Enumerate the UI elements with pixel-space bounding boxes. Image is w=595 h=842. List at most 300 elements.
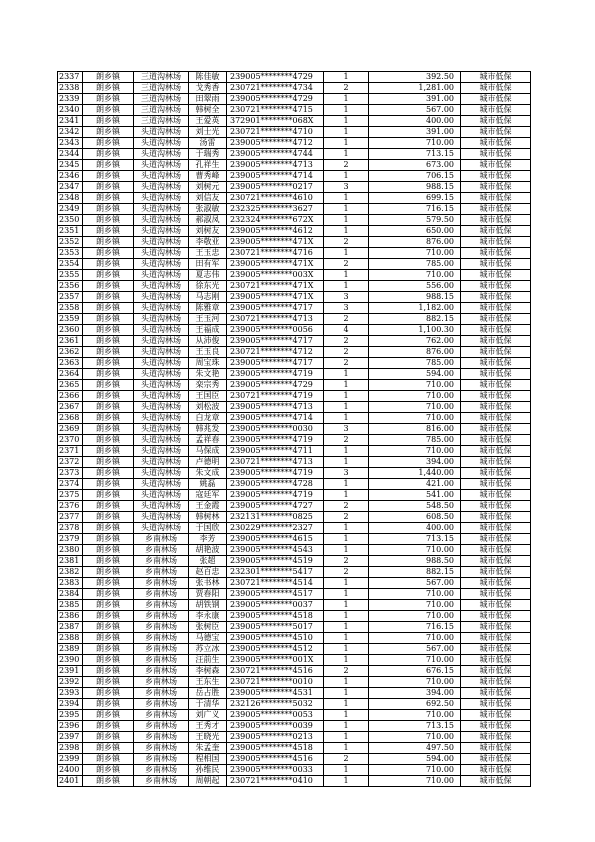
village-farm-cell: 头道沟林场: [134, 512, 189, 523]
row-number-cell: 2395: [58, 710, 83, 721]
household-size-cell: 1: [324, 413, 369, 424]
benefit-type-cell: 城市低保: [461, 523, 531, 534]
township-cell: 朗乡镇: [83, 171, 134, 182]
person-name-cell: 刘松波: [189, 402, 227, 413]
household-size-cell: 1: [324, 743, 369, 754]
amount-cell: 710.00: [369, 413, 461, 424]
benefit-type-cell: 城市低保: [461, 721, 531, 732]
table-row: [58, 259, 531, 270]
household-size-cell: 1: [324, 600, 369, 611]
id-number-cell: 230721********4712: [227, 347, 324, 358]
amount-cell: 710.00: [369, 732, 461, 743]
township-cell: 朗乡镇: [83, 589, 134, 600]
row-number-cell: 2365: [58, 380, 83, 391]
id-number-cell: 239005********471X: [227, 292, 324, 303]
row-number-cell: 2345: [58, 160, 83, 171]
person-name-cell: 周宝珠: [189, 358, 227, 369]
amount-cell: 710.00: [369, 391, 461, 402]
person-name-cell: 孟祥春: [189, 435, 227, 446]
household-size-cell: 1: [324, 545, 369, 556]
id-number-cell: 239005********4518: [227, 743, 324, 754]
table-row: [58, 611, 531, 622]
village-farm-cell: 头道沟林场: [134, 303, 189, 314]
row-number-cell: 2367: [58, 402, 83, 413]
row-number-cell: 2352: [58, 237, 83, 248]
amount-cell: 876.00: [369, 347, 461, 358]
township-cell: 朗乡镇: [83, 292, 134, 303]
id-number-cell: 239005********4713: [227, 160, 324, 171]
benefit-type-cell: 城市低保: [461, 732, 531, 743]
amount-cell: 1,281.00: [369, 83, 461, 94]
row-number-cell: 2361: [58, 336, 83, 347]
id-number-cell: 239005********4531: [227, 688, 324, 699]
village-farm-cell: 头道沟林场: [134, 127, 189, 138]
table-row: [58, 171, 531, 182]
benefit-type-cell: 城市低保: [461, 380, 531, 391]
household-size-cell: 2: [324, 435, 369, 446]
amount-cell: 882.15: [369, 314, 461, 325]
amount-cell: 710.00: [369, 380, 461, 391]
person-name-cell: 孙维民: [189, 765, 227, 776]
id-number-cell: 232324********672X: [227, 215, 324, 226]
row-number-cell: 2343: [58, 138, 83, 149]
village-farm-cell: 乡南林场: [134, 644, 189, 655]
amount-cell: 710.00: [369, 776, 461, 787]
household-size-cell: 1: [324, 523, 369, 534]
benefit-type-cell: 城市低保: [461, 710, 531, 721]
row-number-cell: 2351: [58, 226, 83, 237]
row-number-cell: 2381: [58, 556, 83, 567]
id-number-cell: 230721********4713: [227, 314, 324, 325]
id-number-cell: 239005********0030: [227, 424, 324, 435]
village-farm-cell: 头道沟林场: [134, 237, 189, 248]
id-number-cell: 239005********0033: [227, 765, 324, 776]
id-number-cell: 239005********4714: [227, 171, 324, 182]
household-size-cell: 1: [324, 116, 369, 127]
id-number-cell: 232131********0825: [227, 512, 324, 523]
village-farm-cell: 头道沟林场: [134, 435, 189, 446]
row-number-cell: 2337: [58, 72, 83, 83]
table-row: [58, 534, 531, 545]
household-size-cell: 1: [324, 765, 369, 776]
benefit-type-cell: 城市低保: [461, 270, 531, 281]
benefit-type-cell: 城市低保: [461, 655, 531, 666]
benefit-type-cell: 城市低保: [461, 413, 531, 424]
village-farm-cell: 头道沟林场: [134, 424, 189, 435]
township-cell: 朗乡镇: [83, 578, 134, 589]
township-cell: 朗乡镇: [83, 743, 134, 754]
township-cell: 朗乡镇: [83, 72, 134, 83]
amount-cell: 699.15: [369, 193, 461, 204]
village-farm-cell: 乡南林场: [134, 677, 189, 688]
household-size-cell: 1: [324, 270, 369, 281]
township-cell: 朗乡镇: [83, 468, 134, 479]
township-cell: 朗乡镇: [83, 545, 134, 556]
township-cell: 朗乡镇: [83, 457, 134, 468]
person-name-cell: 栾宗秀: [189, 380, 227, 391]
person-name-cell: 韩树全: [189, 105, 227, 116]
household-size-cell: 1: [324, 589, 369, 600]
row-number-cell: 2391: [58, 666, 83, 677]
village-farm-cell: 头道沟林场: [134, 402, 189, 413]
table-row: [58, 303, 531, 314]
table-row: [58, 710, 531, 721]
person-name-cell: 刘广义: [189, 710, 227, 721]
benefit-type-cell: 城市低保: [461, 490, 531, 501]
amount-cell: 710.00: [369, 710, 461, 721]
row-number-cell: 2355: [58, 270, 83, 281]
benefit-type-cell: 城市低保: [461, 556, 531, 567]
row-number-cell: 2396: [58, 721, 83, 732]
id-number-cell: 239005********4711: [227, 446, 324, 457]
person-name-cell: 李永康: [189, 611, 227, 622]
township-cell: 朗乡镇: [83, 776, 134, 787]
table-row: [58, 743, 531, 754]
table-row: [58, 72, 531, 83]
row-number-cell: 2378: [58, 523, 83, 534]
household-size-cell: 2: [324, 358, 369, 369]
id-number-cell: 239005********4717: [227, 303, 324, 314]
id-number-cell: 239005********4713: [227, 402, 324, 413]
table-row: [58, 644, 531, 655]
table-row: [58, 501, 531, 512]
id-number-cell: 239005********4517: [227, 589, 324, 600]
row-number-cell: 2357: [58, 292, 83, 303]
person-name-cell: 李芳: [189, 534, 227, 545]
id-number-cell: 239005********4612: [227, 226, 324, 237]
village-farm-cell: 头道沟林场: [134, 413, 189, 424]
row-number-cell: 2390: [58, 655, 83, 666]
village-farm-cell: 头道沟林场: [134, 468, 189, 479]
township-cell: 朗乡镇: [83, 182, 134, 193]
amount-cell: 988.15: [369, 292, 461, 303]
id-number-cell: 239005********5017: [227, 622, 324, 633]
row-number-cell: 2371: [58, 446, 83, 457]
benefit-type-cell: 城市低保: [461, 391, 531, 402]
village-farm-cell: 乡南林场: [134, 710, 189, 721]
household-size-cell: 1: [324, 611, 369, 622]
id-number-cell: 239005********471X: [227, 259, 324, 270]
benefit-type-cell: 城市低保: [461, 105, 531, 116]
household-size-cell: 4: [324, 325, 369, 336]
village-farm-cell: 三道沟林场: [134, 94, 189, 105]
benefit-type-cell: 城市低保: [461, 479, 531, 490]
row-number-cell: 2362: [58, 347, 83, 358]
township-cell: 朗乡镇: [83, 424, 134, 435]
table-row: [58, 116, 531, 127]
person-name-cell: 王国臣: [189, 391, 227, 402]
amount-cell: 1,182.00: [369, 303, 461, 314]
amount-cell: 710.00: [369, 545, 461, 556]
amount-cell: 710.00: [369, 248, 461, 259]
table-row: [58, 160, 531, 171]
table-row: [58, 149, 531, 160]
id-number-cell: 230721********4716: [227, 248, 324, 259]
row-number-cell: 2385: [58, 600, 83, 611]
benefit-type-cell: 城市低保: [461, 358, 531, 369]
row-number-cell: 2342: [58, 127, 83, 138]
village-farm-cell: 乡南林场: [134, 655, 189, 666]
benefit-type-cell: 城市低保: [461, 468, 531, 479]
village-farm-cell: 头道沟林场: [134, 490, 189, 501]
id-number-cell: 239005********4516: [227, 754, 324, 765]
benefit-type-cell: 城市低保: [461, 347, 531, 358]
id-number-cell: 239005********4729: [227, 94, 324, 105]
amount-cell: 421.00: [369, 479, 461, 490]
table-row: [58, 479, 531, 490]
person-name-cell: 戈秀香: [189, 83, 227, 94]
village-farm-cell: 头道沟林场: [134, 446, 189, 457]
household-size-cell: 1: [324, 688, 369, 699]
benefit-type-cell: 城市低保: [461, 259, 531, 270]
household-size-cell: 1: [324, 171, 369, 182]
benefit-type-cell: 城市低保: [461, 424, 531, 435]
amount-cell: 710.00: [369, 270, 461, 281]
township-cell: 朗乡镇: [83, 677, 134, 688]
id-number-cell: 232126********5032: [227, 699, 324, 710]
household-size-cell: 1: [324, 72, 369, 83]
person-name-cell: 韩树林: [189, 512, 227, 523]
id-number-cell: 230721********471X: [227, 281, 324, 292]
village-farm-cell: 乡南林场: [134, 699, 189, 710]
benefit-type-cell: 城市低保: [461, 182, 531, 193]
amount-cell: 692.50: [369, 699, 461, 710]
household-size-cell: 1: [324, 534, 369, 545]
village-farm-cell: 乡南林场: [134, 754, 189, 765]
id-number-cell: 230721********4734: [227, 83, 324, 94]
township-cell: 朗乡镇: [83, 765, 134, 776]
amount-cell: 710.00: [369, 600, 461, 611]
amount-cell: 816.00: [369, 424, 461, 435]
village-farm-cell: 头道沟林场: [134, 226, 189, 237]
household-size-cell: 1: [324, 369, 369, 380]
table-row: [58, 523, 531, 534]
household-size-cell: 1: [324, 193, 369, 204]
township-cell: 朗乡镇: [83, 732, 134, 743]
table-row: [58, 281, 531, 292]
id-number-cell: 239005********0053: [227, 710, 324, 721]
id-number-cell: 239005********4519: [227, 556, 324, 567]
township-cell: 朗乡镇: [83, 611, 134, 622]
benefit-type-cell: 城市低保: [461, 765, 531, 776]
id-number-cell: 230721********4715: [227, 105, 324, 116]
row-number-cell: 2387: [58, 622, 83, 633]
township-cell: 朗乡镇: [83, 369, 134, 380]
village-farm-cell: 头道沟林场: [134, 149, 189, 160]
benefit-type-cell: 城市低保: [461, 237, 531, 248]
row-number-cell: 2348: [58, 193, 83, 204]
benefit-type-cell: 城市低保: [461, 677, 531, 688]
table-row: [58, 292, 531, 303]
amount-cell: 785.00: [369, 259, 461, 270]
village-farm-cell: 三道沟林场: [134, 116, 189, 127]
table-row: [58, 336, 531, 347]
township-cell: 朗乡镇: [83, 270, 134, 281]
village-farm-cell: 头道沟林场: [134, 369, 189, 380]
benefit-type-cell: 城市低保: [461, 435, 531, 446]
household-size-cell: 1: [324, 215, 369, 226]
id-number-cell: 239005********471X: [227, 237, 324, 248]
person-name-cell: 寇廷军: [189, 490, 227, 501]
row-number-cell: 2369: [58, 424, 83, 435]
table-row: [58, 424, 531, 435]
person-name-cell: 王秀才: [189, 721, 227, 732]
id-number-cell: 239005********4512: [227, 644, 324, 655]
village-farm-cell: 乡南林场: [134, 545, 189, 556]
person-name-cell: 王晓光: [189, 732, 227, 743]
benefit-type-cell: 城市低保: [461, 83, 531, 94]
table-row: [58, 105, 531, 116]
benefit-type-cell: 城市低保: [461, 644, 531, 655]
township-cell: 朗乡镇: [83, 402, 134, 413]
row-number-cell: 2393: [58, 688, 83, 699]
village-farm-cell: 乡南林场: [134, 589, 189, 600]
amount-cell: 716.15: [369, 622, 461, 633]
person-name-cell: 曹秀峰: [189, 171, 227, 182]
township-cell: 朗乡镇: [83, 633, 134, 644]
row-number-cell: 2360: [58, 325, 83, 336]
village-farm-cell: 乡南林场: [134, 732, 189, 743]
township-cell: 朗乡镇: [83, 666, 134, 677]
person-name-cell: 于清华: [189, 699, 227, 710]
benefit-type-cell: 城市低保: [461, 688, 531, 699]
table-row: [58, 402, 531, 413]
table-row: [58, 567, 531, 578]
person-name-cell: 白龙章: [189, 413, 227, 424]
amount-cell: 676.15: [369, 666, 461, 677]
person-name-cell: 李敬亚: [189, 237, 227, 248]
person-name-cell: 王东生: [189, 677, 227, 688]
benefit-type-cell: 城市低保: [461, 633, 531, 644]
id-number-cell: 239005********001X: [227, 655, 324, 666]
township-cell: 朗乡镇: [83, 303, 134, 314]
benefit-type-cell: 城市低保: [461, 402, 531, 413]
table-row: [58, 83, 531, 94]
person-name-cell: 朱孟奎: [189, 743, 227, 754]
table-row: [58, 248, 531, 259]
table-row: [58, 721, 531, 732]
id-number-cell: 239005********4518: [227, 611, 324, 622]
household-size-cell: 1: [324, 655, 369, 666]
id-number-cell: 372901********068X: [227, 116, 324, 127]
benefit-type-cell: 城市低保: [461, 281, 531, 292]
person-name-cell: 张书林: [189, 578, 227, 589]
table-row: [58, 237, 531, 248]
table-row: [58, 666, 531, 677]
amount-cell: 710.00: [369, 402, 461, 413]
amount-cell: 988.15: [369, 182, 461, 193]
household-size-cell: 2: [324, 754, 369, 765]
township-cell: 朗乡镇: [83, 655, 134, 666]
household-size-cell: 1: [324, 622, 369, 633]
table-row: [58, 347, 531, 358]
person-name-cell: 刘信友: [189, 193, 227, 204]
benefit-roster-table: [57, 71, 531, 787]
township-cell: 朗乡镇: [83, 325, 134, 336]
township-cell: 朗乡镇: [83, 94, 134, 105]
township-cell: 朗乡镇: [83, 721, 134, 732]
table-row: [58, 226, 531, 237]
village-farm-cell: 乡南林场: [134, 776, 189, 787]
household-size-cell: 1: [324, 138, 369, 149]
benefit-type-cell: 城市低保: [461, 138, 531, 149]
amount-cell: 650.00: [369, 226, 461, 237]
table-row: [58, 358, 531, 369]
id-number-cell: 230721********4516: [227, 666, 324, 677]
benefit-type-cell: 城市低保: [461, 215, 531, 226]
township-cell: 朗乡镇: [83, 336, 134, 347]
person-name-cell: 胡铁钢: [189, 600, 227, 611]
village-farm-cell: 乡南林场: [134, 633, 189, 644]
benefit-type-cell: 城市低保: [461, 501, 531, 512]
benefit-type-cell: 城市低保: [461, 204, 531, 215]
row-number-cell: 2346: [58, 171, 83, 182]
row-number-cell: 2359: [58, 314, 83, 325]
township-cell: 朗乡镇: [83, 512, 134, 523]
village-farm-cell: 头道沟林场: [134, 336, 189, 347]
id-number-cell: 239005********0056: [227, 325, 324, 336]
table-row: [58, 754, 531, 765]
row-number-cell: 2400: [58, 765, 83, 776]
amount-cell: 608.50: [369, 512, 461, 523]
row-number-cell: 2344: [58, 149, 83, 160]
person-name-cell: 朱文成: [189, 468, 227, 479]
person-name-cell: 赵百忠: [189, 567, 227, 578]
village-farm-cell: 乡南林场: [134, 611, 189, 622]
table-row: [58, 94, 531, 105]
village-farm-cell: 乡南林场: [134, 765, 189, 776]
row-number-cell: 2353: [58, 248, 83, 259]
person-name-cell: 朱文艳: [189, 369, 227, 380]
row-number-cell: 2349: [58, 204, 83, 215]
household-size-cell: 2: [324, 556, 369, 567]
household-size-cell: 3: [324, 292, 369, 303]
amount-cell: 594.00: [369, 369, 461, 380]
table-row: [58, 314, 531, 325]
household-size-cell: 1: [324, 94, 369, 105]
table-row: [58, 270, 531, 281]
village-farm-cell: 三道沟林场: [134, 105, 189, 116]
amount-cell: 497.50: [369, 743, 461, 754]
amount-cell: 713.15: [369, 721, 461, 732]
household-size-cell: 1: [324, 204, 369, 215]
household-size-cell: 1: [324, 149, 369, 160]
person-name-cell: 苏立冰: [189, 644, 227, 655]
township-cell: 朗乡镇: [83, 391, 134, 402]
township-cell: 朗乡镇: [83, 534, 134, 545]
township-cell: 朗乡镇: [83, 248, 134, 259]
id-number-cell: 239005********4727: [227, 501, 324, 512]
village-farm-cell: 头道沟林场: [134, 457, 189, 468]
township-cell: 朗乡镇: [83, 556, 134, 567]
row-number-cell: 2377: [58, 512, 83, 523]
row-number-cell: 2388: [58, 633, 83, 644]
person-name-cell: 王玉河: [189, 314, 227, 325]
person-name-cell: 李树森: [189, 666, 227, 677]
id-number-cell: 232325********3627: [227, 204, 324, 215]
person-name-cell: 从沛俊: [189, 336, 227, 347]
village-farm-cell: 头道沟林场: [134, 215, 189, 226]
person-name-cell: 郝淑凤: [189, 215, 227, 226]
row-number-cell: 2368: [58, 413, 83, 424]
row-number-cell: 2370: [58, 435, 83, 446]
township-cell: 朗乡镇: [83, 479, 134, 490]
table-row: [58, 413, 531, 424]
amount-cell: 400.00: [369, 523, 461, 534]
benefit-type-cell: 城市低保: [461, 292, 531, 303]
amount-cell: 785.00: [369, 435, 461, 446]
table-row: [58, 633, 531, 644]
